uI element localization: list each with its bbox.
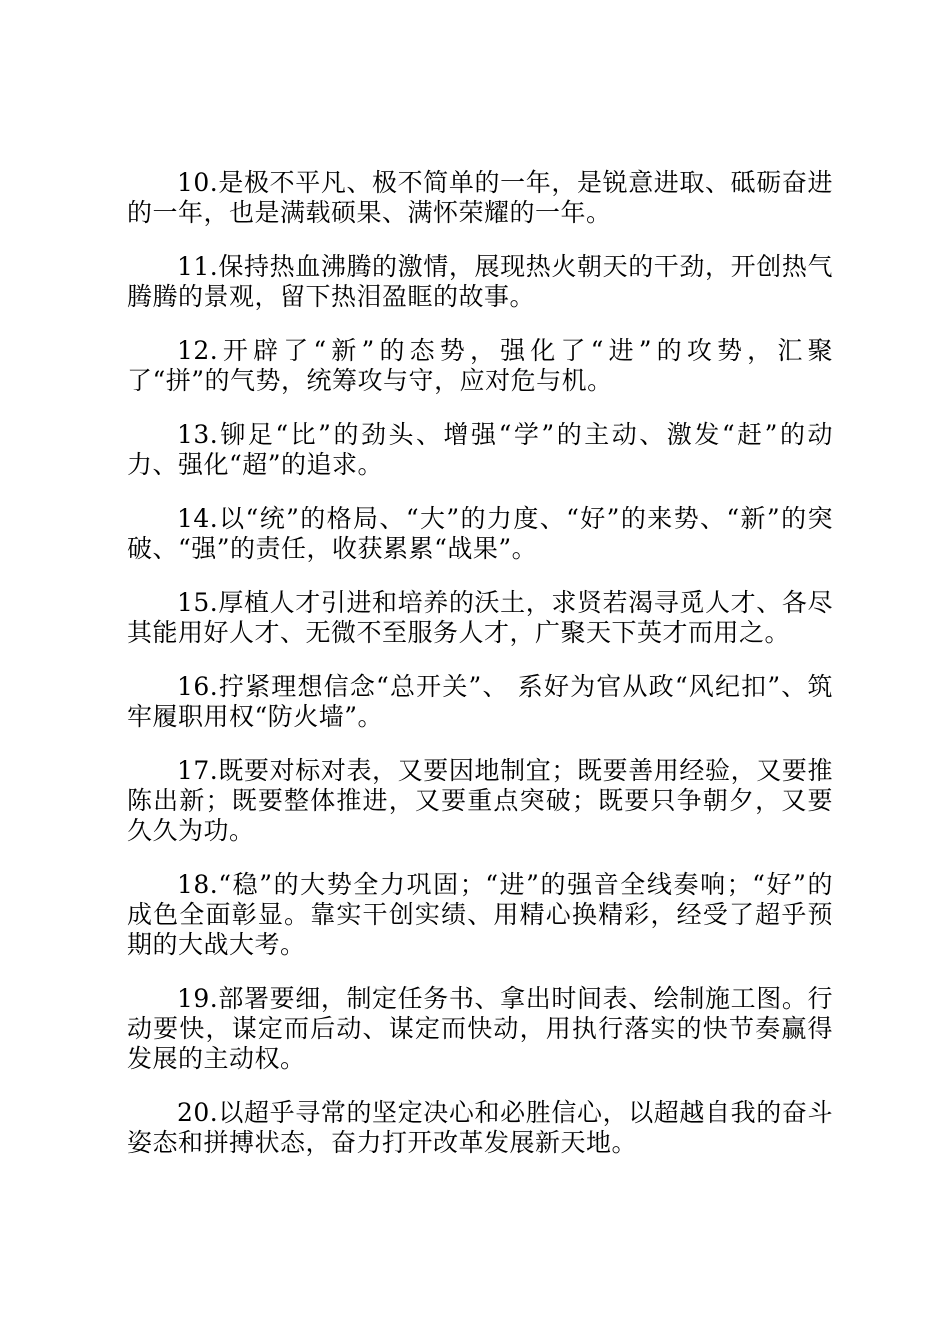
paragraph-13: 13.铆足“比”的劲头、增强“学”的主动、激发“赶”的动力、强化“超”的追求。 [127, 420, 833, 479]
paragraph-15: 15.厚植人才引进和培养的沃土，求贤若渴寻觅人才、各尽其能用好人才、无微不至服务人才，广聚天下英才而用之。 [127, 588, 833, 647]
paragraph-11: 11.保持热血沸腾的激情，展现热火朝天的干劲，开创热气腾腾的景观，留下热泪盈眶的故事。 [127, 252, 833, 311]
paragraph-10: 10.是极不平凡、极不简单的一年，是锐意进取、砥砺奋进的一年，也是满载硕果、满怀荣耀的一年。 [127, 168, 833, 227]
document-body [127, 168, 833, 1182]
paragraph-19: 19.部署要细，制定任务书、拿出时间表、绘制施工图。行动要快，谋定而后动、谋定而快动，用执行落实的快节奏赢得发展的主动权。 [127, 984, 833, 1073]
paragraph-14: 14.以“统”的格局、“大”的力度、“好”的来势、“新”的突破、“强”的责任，收获累累“战果”。 [127, 504, 833, 563]
paragraph-16: 16.拧紧理想信念“总开关”、 系好为官从政“风纪扣”、筑牢履职用权“防火墙”。 [127, 672, 833, 731]
paragraph-18: 18.“稳”的大势全力巩固；“进”的强音全线奏响；“好”的成色全面彰显。靠实干创实绩、用精心换精彩，经受了超乎预期的大战大考。 [127, 870, 833, 959]
paragraph-20: 20.以超乎寻常的坚定决心和必胜信心，以超越自我的奋斗姿态和拼搏状态，奋力打开改革发展新天地。 [127, 1098, 833, 1157]
paragraph-12: 12.开辟了“新”的态势，强化了“进”的攻势，汇聚了“拼”的气势，统筹攻与守，应对危与机。 [127, 336, 833, 395]
paragraph-17: 17.既要对标对表，又要因地制宜；既要善用经验，又要推陈出新；既要整体推进，又要重点突破；既要只争朝夕，又要久久为功。 [127, 756, 833, 845]
